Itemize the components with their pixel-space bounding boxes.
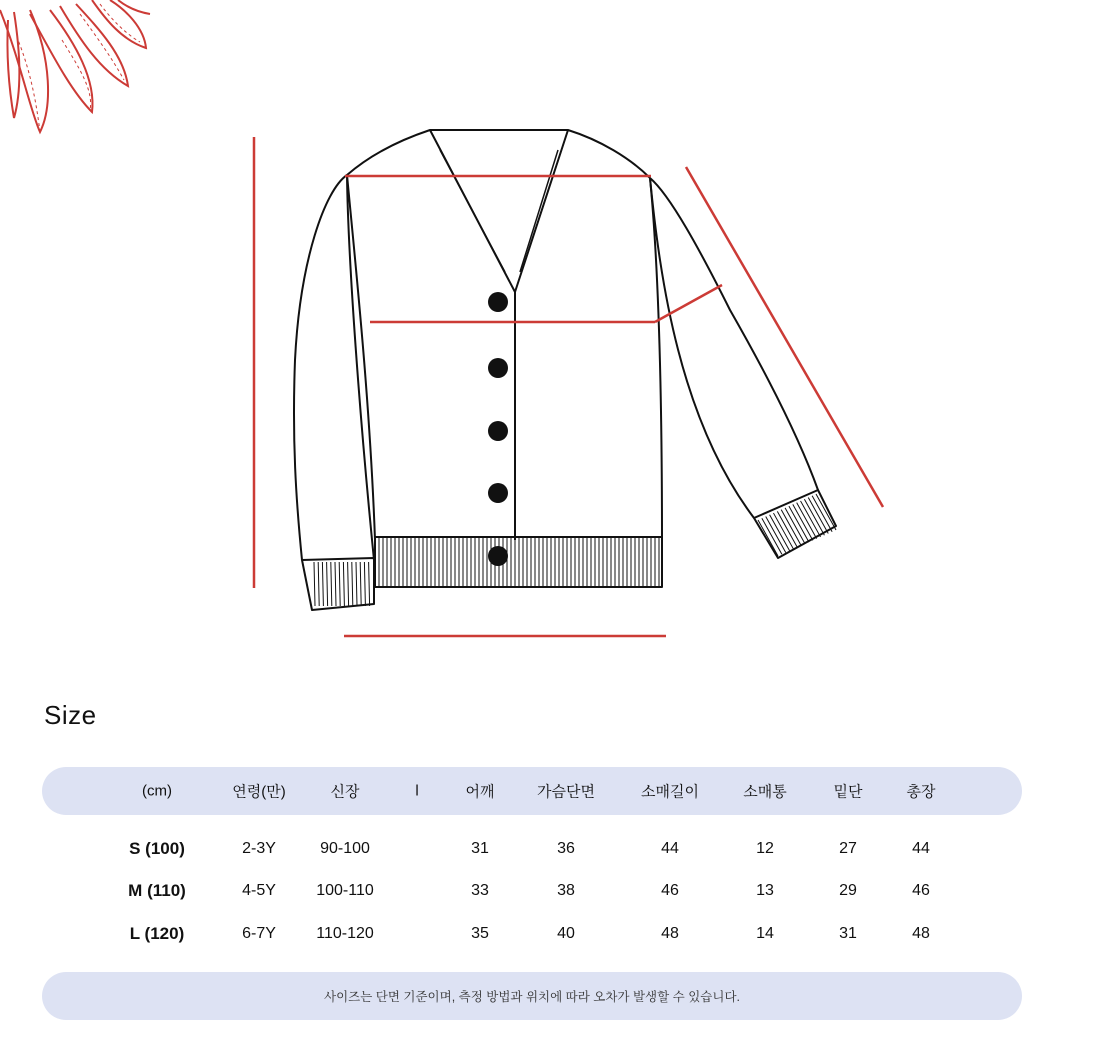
- table-cell: 38: [557, 882, 575, 899]
- column-header: l: [415, 782, 419, 800]
- table-header-bar: [42, 767, 1022, 815]
- table-cell: 110-120: [316, 925, 374, 942]
- column-header: 신장: [330, 783, 360, 801]
- table-cell: 2-3Y: [242, 840, 276, 857]
- table-cell: 4-5Y: [242, 882, 276, 899]
- table-cell: 48: [661, 925, 679, 942]
- table-cell: 46: [661, 882, 679, 899]
- table-cell: 12: [756, 840, 774, 857]
- table-cell: 35: [471, 925, 489, 942]
- size-heading: Size: [44, 700, 97, 730]
- column-header: 밑단: [833, 783, 863, 801]
- table-cell: 31: [471, 840, 489, 857]
- cardigan-icon: [294, 130, 836, 610]
- table-cell: 90-100: [320, 840, 370, 857]
- size-label: S (100): [129, 839, 185, 858]
- column-header: (cm): [142, 782, 172, 800]
- table-cell: 6-7Y: [242, 925, 276, 942]
- column-header: 어깨: [465, 783, 495, 801]
- button-icons: [488, 292, 508, 566]
- column-header: 총장: [906, 783, 936, 801]
- table-cell: 44: [661, 840, 679, 857]
- table-cell: 100-110: [316, 882, 374, 899]
- table-cell: 48: [912, 925, 930, 942]
- column-header: 소매길이: [641, 783, 699, 801]
- table-cell: 44: [912, 840, 930, 857]
- table-cell: 40: [557, 925, 575, 942]
- column-header: 가슴단면: [537, 783, 595, 801]
- table-cell: 14: [756, 925, 774, 942]
- size-label: M (110): [128, 881, 186, 900]
- measurement-note: 사이즈는 단면 기준이며, 측정 방법과 위치에 따라 오차가 발생할 수 있습니다.: [323, 990, 741, 1004]
- table-cell: 29: [839, 882, 857, 899]
- size-label: L (120): [129, 924, 185, 943]
- table-cell: 31: [839, 925, 857, 942]
- column-header: 소매통: [743, 783, 787, 801]
- column-header: 연령(만): [232, 783, 286, 801]
- table-cell: 36: [557, 840, 575, 857]
- table-cell: 13: [756, 882, 774, 899]
- table-cell: 46: [912, 882, 930, 899]
- table-cell: 33: [471, 882, 489, 899]
- table-cell: 27: [839, 840, 857, 857]
